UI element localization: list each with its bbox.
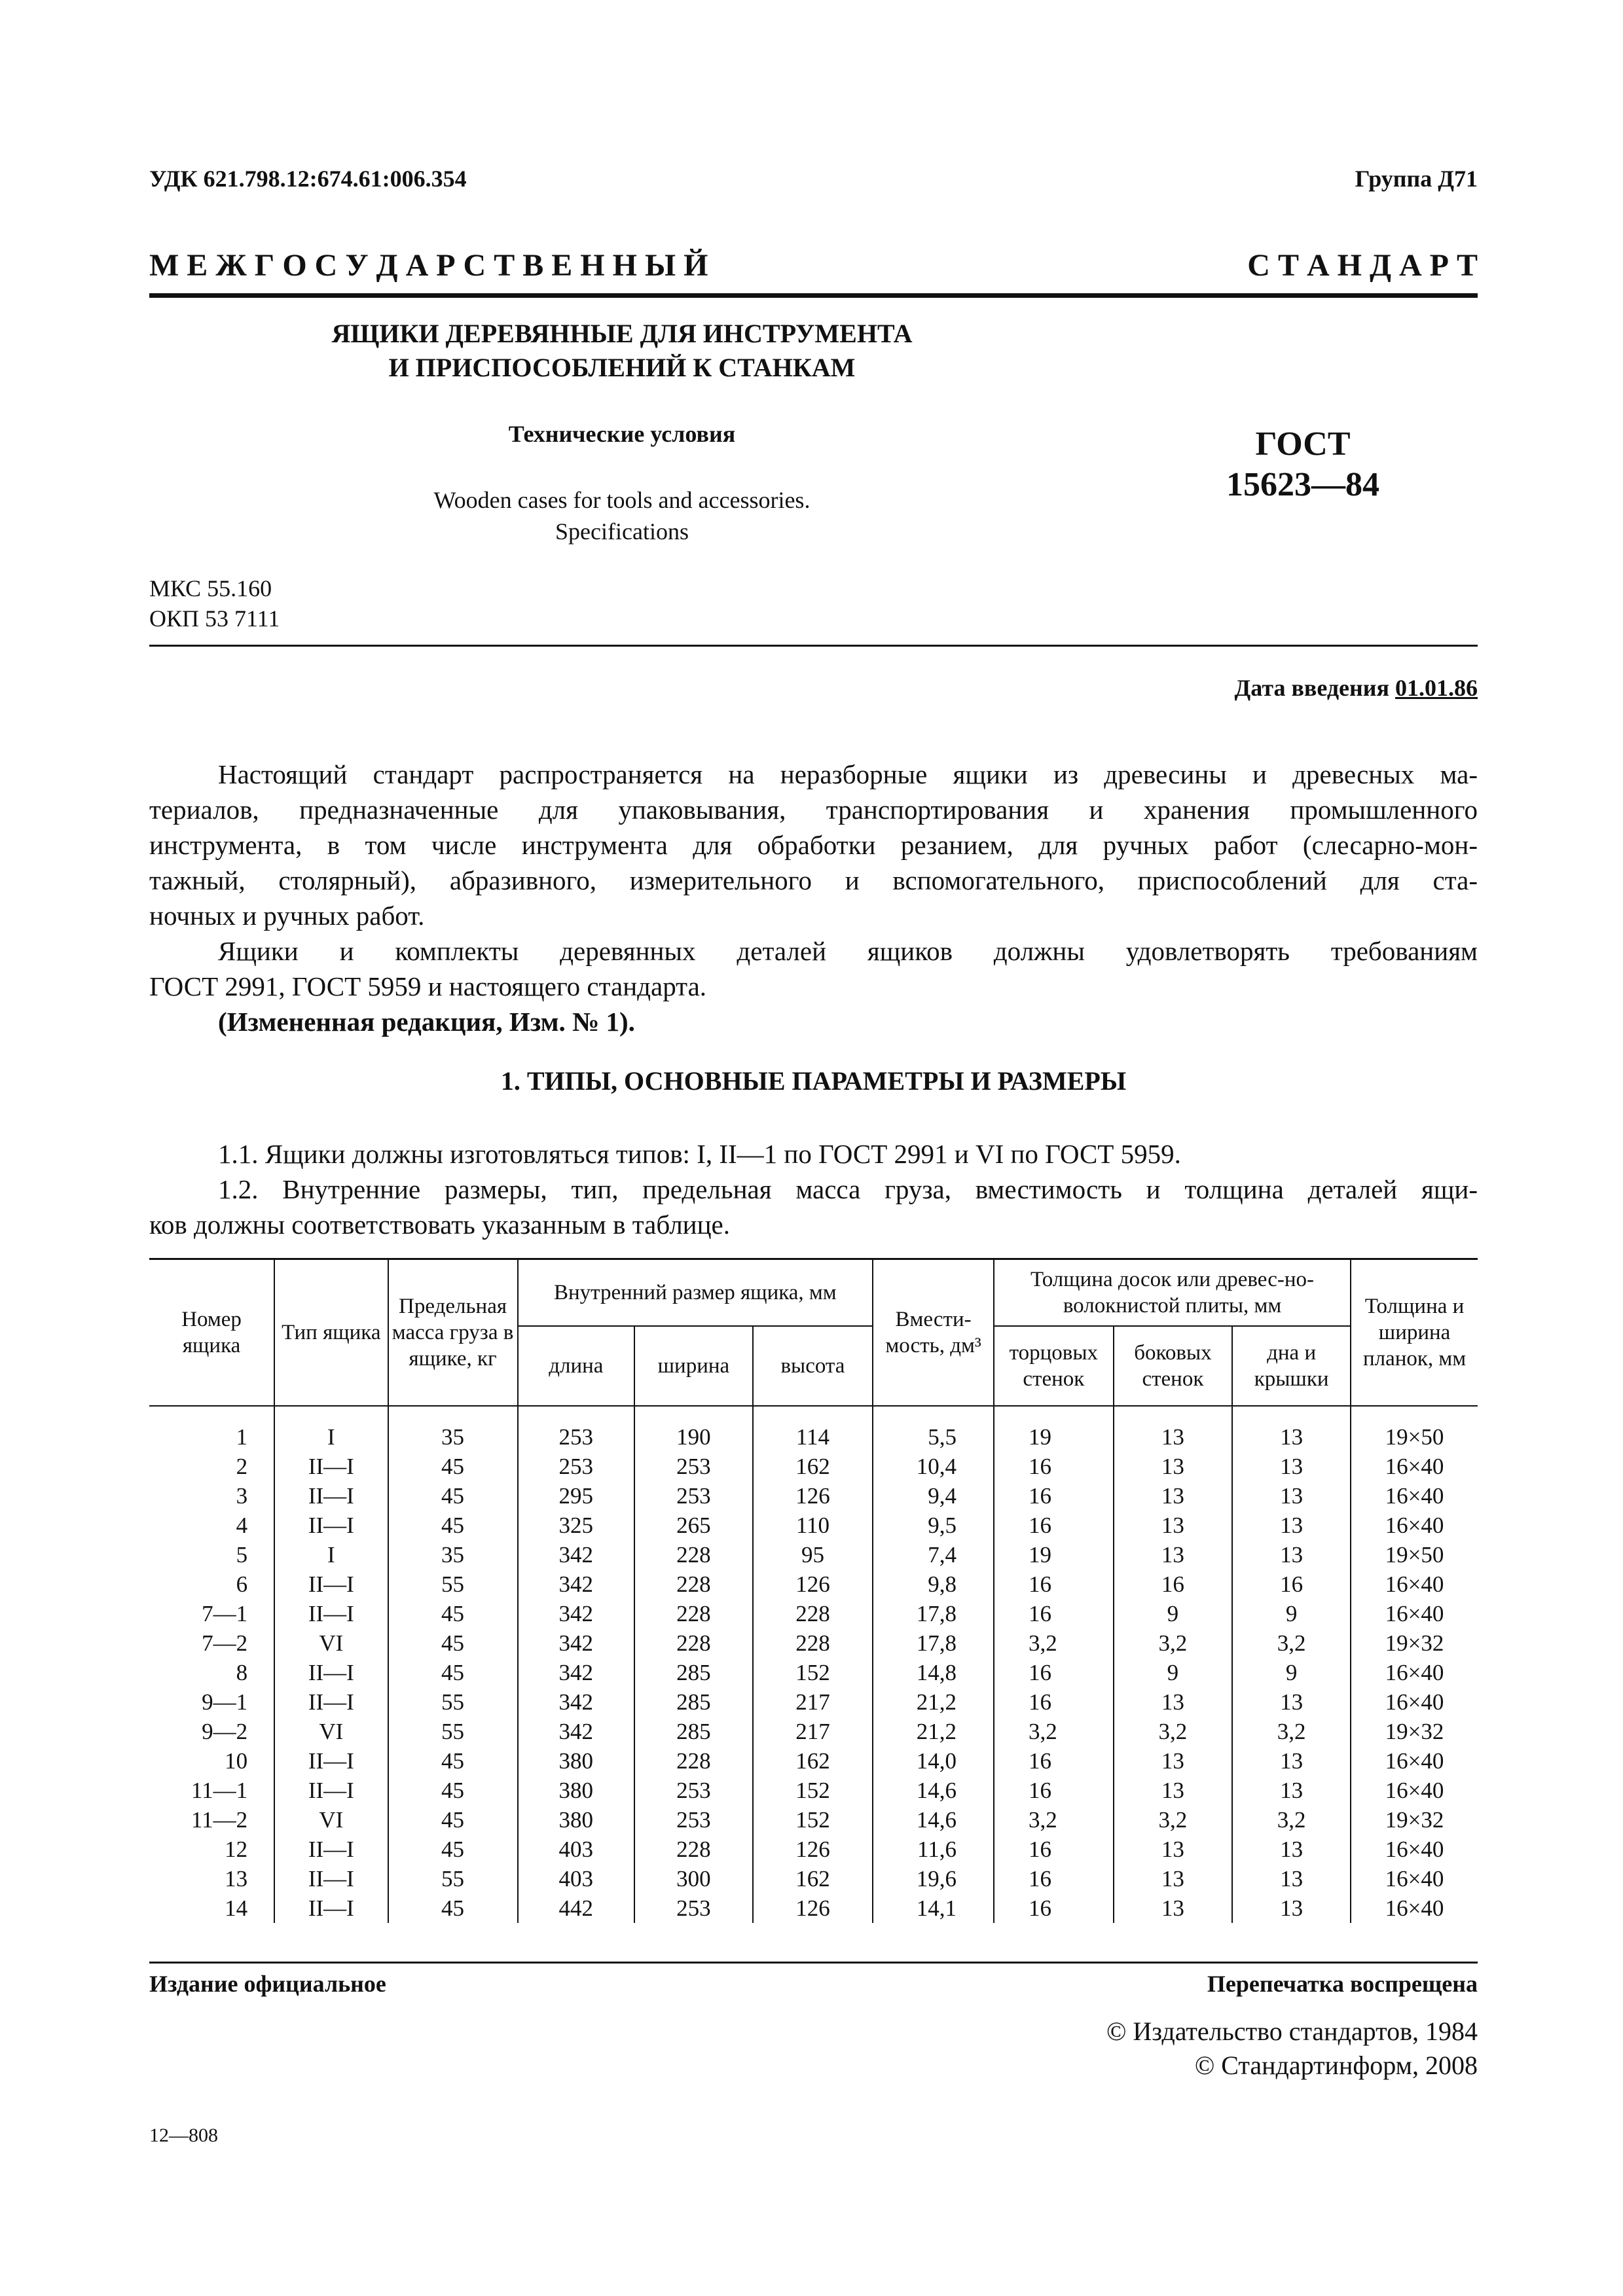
case-number-cell: 12 xyxy=(225,1837,248,1862)
max-mass-cell: 55 xyxy=(388,1864,518,1893)
inner-height-cell: 95 xyxy=(753,1540,873,1570)
gost-designation xyxy=(1152,424,1453,505)
slat-size-cell: 16×40 xyxy=(1351,1893,1478,1923)
header-width: ширина xyxy=(634,1326,753,1406)
bottom-lid-thickness-cell: 13 xyxy=(1232,1511,1351,1540)
inner-width-cell: 253 xyxy=(634,1452,753,1481)
bottom-lid-thickness-cell: 13 xyxy=(1232,1746,1351,1776)
end-wall-thickness-cell: 19 xyxy=(994,1422,1114,1452)
inner-length-cell: 342 xyxy=(518,1628,635,1658)
header-height: высота xyxy=(753,1326,873,1406)
side-wall-thickness-cell: 9 xyxy=(1114,1658,1232,1687)
end-wall-thickness-cell: 16 xyxy=(994,1511,1114,1540)
case-type-cell: VI xyxy=(274,1628,388,1658)
title-line-1: ЯЩИКИ ДЕРЕВЯННЫЕ ДЛЯ ИНСТРУМЕНТА xyxy=(331,319,913,348)
table-row xyxy=(149,1835,1478,1864)
case-number-cell: 9—1 xyxy=(202,1689,248,1715)
side-wall-thickness-cell: 3,2 xyxy=(1114,1717,1232,1746)
case-type-cell: II—I xyxy=(274,1776,388,1805)
inner-height-cell: 162 xyxy=(753,1746,873,1776)
inner-length-cell: 253 xyxy=(518,1452,635,1481)
capacity-cell: 21,2 xyxy=(873,1687,994,1717)
table-row xyxy=(149,1746,1478,1776)
slat-size-cell: 16×40 xyxy=(1351,1687,1478,1717)
max-mass-cell: 45 xyxy=(388,1746,518,1776)
max-mass-cell: 45 xyxy=(388,1776,518,1805)
standard-banner xyxy=(149,247,1478,283)
header-end-walls: торцовых стенок xyxy=(994,1326,1114,1406)
bottom-lid-thickness-cell: 3,2 xyxy=(1232,1717,1351,1746)
capacity-cell: 9,8 xyxy=(873,1570,994,1599)
capacity-cell: 14,8 xyxy=(873,1658,994,1687)
slat-size-cell: 16×40 xyxy=(1351,1864,1478,1893)
copyright-line: © Стандартинформ, 2008 xyxy=(1194,2051,1478,2080)
side-wall-thickness-cell: 3,2 xyxy=(1114,1628,1232,1658)
end-wall-thickness-cell: 16 xyxy=(994,1776,1114,1805)
inner-width-cell: 228 xyxy=(634,1570,753,1599)
okp-code: ОКП 53 7111 xyxy=(149,605,280,632)
case-number-cell: 13 xyxy=(225,1866,248,1892)
case-number-cell: 4 xyxy=(236,1513,248,1538)
slat-size-cell: 16×40 xyxy=(1351,1570,1478,1599)
side-wall-thickness-cell: 13 xyxy=(1114,1864,1232,1893)
max-mass-cell: 55 xyxy=(388,1717,518,1746)
bottom-lid-thickness-cell: 16 xyxy=(1232,1570,1351,1599)
case-type-cell: VI xyxy=(274,1717,388,1746)
end-wall-thickness-cell: 16 xyxy=(994,1893,1114,1923)
inner-width-cell: 253 xyxy=(634,1481,753,1511)
inner-length-cell: 380 xyxy=(518,1805,635,1835)
case-number-cell: 7—2 xyxy=(202,1630,248,1656)
end-wall-thickness-cell: 16 xyxy=(994,1835,1114,1864)
case-type-cell: II—I xyxy=(274,1658,388,1687)
case-type-cell: II—I xyxy=(274,1746,388,1776)
slat-size-cell: 19×50 xyxy=(1351,1540,1478,1570)
inner-height-cell: 110 xyxy=(753,1511,873,1540)
inner-length-cell: 342 xyxy=(518,1570,635,1599)
slat-size-cell: 16×40 xyxy=(1351,1599,1478,1628)
banner-right: С Т А Н Д А Р Т xyxy=(1247,248,1478,283)
table-row xyxy=(149,1540,1478,1570)
table-row xyxy=(149,1452,1478,1481)
bottom-lid-thickness-cell: 13 xyxy=(1232,1893,1351,1923)
banner-left: М Е Ж Г О С У Д А Р С Т В Е Н Н Ы Й xyxy=(149,248,708,283)
gost-label: ГОСТ xyxy=(1255,425,1351,463)
capacity-cell: 17,8 xyxy=(873,1599,994,1628)
case-type-cell: I xyxy=(274,1540,388,1570)
case-number-cell: 3 xyxy=(236,1483,248,1509)
side-wall-thickness-cell: 13 xyxy=(1114,1452,1232,1481)
inner-height-cell: 162 xyxy=(753,1864,873,1893)
inner-length-cell: 342 xyxy=(518,1658,635,1687)
capacity-cell: 14,6 xyxy=(873,1805,994,1835)
slat-size-cell: 16×40 xyxy=(1351,1835,1478,1864)
case-number-cell: 7—1 xyxy=(202,1601,248,1626)
inner-width-cell: 228 xyxy=(634,1746,753,1776)
max-mass-cell: 35 xyxy=(388,1540,518,1570)
inner-length-cell: 253 xyxy=(518,1422,635,1452)
slat-size-cell: 16×40 xyxy=(1351,1511,1478,1540)
case-type-cell: II—I xyxy=(274,1511,388,1540)
capacity-cell: 9,5 xyxy=(873,1511,994,1540)
document-title xyxy=(196,317,1048,385)
inner-width-cell: 285 xyxy=(634,1687,753,1717)
copyright-line: © Издательство стандартов, 1984 xyxy=(1106,2017,1478,2046)
table-row xyxy=(149,1599,1478,1628)
inner-height-cell: 217 xyxy=(753,1687,873,1717)
intro-date-value: 01.01.86 xyxy=(1395,675,1478,701)
case-type-cell: VI xyxy=(274,1805,388,1835)
capacity-cell: 19,6 xyxy=(873,1864,994,1893)
bottom-lid-thickness-cell: 3,2 xyxy=(1232,1805,1351,1835)
max-mass-cell: 45 xyxy=(388,1805,518,1835)
max-mass-cell: 45 xyxy=(388,1452,518,1481)
header-number: Номер ящика xyxy=(149,1259,274,1407)
title-line-2: И ПРИСПОСОБЛЕНИЙ К СТАНКАМ xyxy=(388,353,856,382)
capacity-cell: 11,6 xyxy=(873,1835,994,1864)
max-mass-cell: 55 xyxy=(388,1687,518,1717)
inner-height-cell: 126 xyxy=(753,1835,873,1864)
table-row xyxy=(149,1511,1478,1540)
max-mass-cell: 45 xyxy=(388,1893,518,1923)
bottom-lid-thickness-cell: 9 xyxy=(1232,1658,1351,1687)
side-wall-thickness-cell: 13 xyxy=(1114,1776,1232,1805)
case-number-cell: 11—2 xyxy=(191,1807,248,1833)
end-wall-thickness-cell: 3,2 xyxy=(994,1805,1114,1835)
end-wall-thickness-cell: 3,2 xyxy=(994,1628,1114,1658)
max-mass-cell: 45 xyxy=(388,1511,518,1540)
inner-width-cell: 228 xyxy=(634,1628,753,1658)
inner-length-cell: 342 xyxy=(518,1687,635,1717)
bottom-lid-thickness-cell: 13 xyxy=(1232,1452,1351,1481)
side-wall-thickness-cell: 16 xyxy=(1114,1570,1232,1599)
inner-width-cell: 285 xyxy=(634,1658,753,1687)
table-row xyxy=(149,1628,1478,1658)
case-type-cell: II—I xyxy=(274,1599,388,1628)
document-subtitle: Технические условия xyxy=(508,421,736,447)
bottom-lid-thickness-cell: 13 xyxy=(1232,1835,1351,1864)
amendment-note: (Измененная редакция, Изм. № 1). xyxy=(218,1007,635,1037)
case-type-cell: II—I xyxy=(274,1452,388,1481)
footer-rule xyxy=(149,1962,1478,1964)
inner-height-cell: 162 xyxy=(753,1452,873,1481)
end-wall-thickness-cell: 16 xyxy=(994,1658,1114,1687)
capacity-cell: 9,4 xyxy=(873,1481,994,1511)
bottom-lid-thickness-cell: 13 xyxy=(1232,1776,1351,1805)
end-wall-thickness-cell: 16 xyxy=(994,1864,1114,1893)
table-body xyxy=(149,1406,1478,1923)
table-row xyxy=(149,1893,1478,1923)
capacity-cell: 14,1 xyxy=(873,1893,994,1923)
inner-width-cell: 253 xyxy=(634,1893,753,1923)
inner-length-cell: 403 xyxy=(518,1864,635,1893)
table-row xyxy=(149,1717,1478,1746)
table-row xyxy=(149,1658,1478,1687)
inner-height-cell: 228 xyxy=(753,1599,873,1628)
max-mass-cell: 35 xyxy=(388,1422,518,1452)
case-number-cell: 5 xyxy=(236,1542,248,1568)
case-type-cell: I xyxy=(274,1422,388,1452)
max-mass-cell: 45 xyxy=(388,1628,518,1658)
scope-line: инструмента, в том числе инструмента для обработки резанием, для ручных работ (слесарно-мон- xyxy=(149,830,1478,860)
table-row xyxy=(149,1422,1478,1452)
udk-code: УДК 621.798.12:674.61:006.354 xyxy=(149,166,467,192)
capacity-cell: 14,0 xyxy=(873,1746,994,1776)
header-thickness: Толщина досок или древес-но-волокнистой плиты, мм xyxy=(994,1259,1351,1327)
case-number-cell: 2 xyxy=(236,1454,248,1479)
inner-height-cell: 126 xyxy=(753,1481,873,1511)
table-row xyxy=(149,1776,1478,1805)
copyright-block xyxy=(1106,2015,1478,2083)
table-row xyxy=(149,1864,1478,1893)
inner-width-cell: 253 xyxy=(634,1805,753,1835)
slat-size-cell: 16×40 xyxy=(1351,1452,1478,1481)
english-title xyxy=(196,484,1048,547)
paragraph-clauses xyxy=(149,1136,1478,1242)
max-mass-cell: 45 xyxy=(388,1481,518,1511)
case-type-cell: II—I xyxy=(274,1864,388,1893)
header-type: Тип ящика xyxy=(274,1259,388,1407)
side-wall-thickness-cell: 3,2 xyxy=(1114,1805,1232,1835)
case-type-cell: II—I xyxy=(274,1893,388,1923)
section-title: 1. ТИПЫ, ОСНОВНЫЕ ПАРАМЕТРЫ И РАЗМЕРЫ xyxy=(500,1066,1127,1096)
side-wall-thickness-cell: 13 xyxy=(1114,1422,1232,1452)
intro-date-label: Дата введения xyxy=(1234,675,1389,701)
header-inner-size: Внутренний размер ящика, мм xyxy=(518,1259,873,1327)
side-wall-thickness-cell: 13 xyxy=(1114,1835,1232,1864)
header-slats: Толщина и ширина планок, мм xyxy=(1351,1259,1478,1407)
inner-height-cell: 114 xyxy=(753,1422,873,1452)
bottom-lid-thickness-cell: 13 xyxy=(1232,1422,1351,1452)
capacity-cell: 10,4 xyxy=(873,1452,994,1481)
requirements-line: ГОСТ 2991, ГОСТ 5959 и настоящего стандарта. xyxy=(149,971,707,1001)
gost-number: 15623—84 xyxy=(1226,466,1379,503)
cases-table xyxy=(149,1258,1478,1923)
page-code: 12—808 xyxy=(149,2125,218,2146)
clause-1-2-line: ков должны соответствовать указанным в таблице. xyxy=(149,1210,730,1240)
inner-width-cell: 228 xyxy=(634,1599,753,1628)
inner-width-cell: 190 xyxy=(634,1422,753,1452)
end-wall-thickness-cell: 16 xyxy=(994,1599,1114,1628)
inner-length-cell: 380 xyxy=(518,1746,635,1776)
mks-code: МКС 55.160 xyxy=(149,575,272,601)
max-mass-cell: 45 xyxy=(388,1658,518,1687)
table-row xyxy=(149,1687,1478,1717)
clause-1-1: 1.1. Ящики должны изготовляться типов: I, II—1 по ГОСТ 2991 и VI по ГОСТ 5959. xyxy=(218,1139,1181,1169)
header-rule xyxy=(149,293,1478,298)
table-row xyxy=(149,1805,1478,1835)
english-title-line-1: Wooden cases for tools and accessories. xyxy=(433,487,811,513)
bottom-lid-thickness-cell: 13 xyxy=(1232,1540,1351,1570)
inner-width-cell: 228 xyxy=(634,1835,753,1864)
table-row xyxy=(149,1570,1478,1599)
inner-length-cell: 380 xyxy=(518,1776,635,1805)
max-mass-cell: 45 xyxy=(388,1599,518,1628)
inner-width-cell: 265 xyxy=(634,1511,753,1540)
requirements-line: Ящики и комплекты деревянных деталей ящиков должны удовлетворять требованиям xyxy=(218,936,1478,966)
capacity-cell: 17,8 xyxy=(873,1628,994,1658)
inner-width-cell: 228 xyxy=(634,1540,753,1570)
capacity-cell: 21,2 xyxy=(873,1717,994,1746)
end-wall-thickness-cell: 3,2 xyxy=(994,1717,1114,1746)
slat-size-cell: 19×32 xyxy=(1351,1717,1478,1746)
inner-length-cell: 295 xyxy=(518,1481,635,1511)
side-wall-thickness-cell: 13 xyxy=(1114,1687,1232,1717)
bottom-lid-thickness-cell: 13 xyxy=(1232,1687,1351,1717)
bottom-lid-thickness-cell: 3,2 xyxy=(1232,1628,1351,1658)
scope-line: ночных и ручных работ. xyxy=(149,901,425,931)
inner-height-cell: 152 xyxy=(753,1776,873,1805)
case-number-cell: 9—2 xyxy=(202,1719,248,1744)
inner-length-cell: 342 xyxy=(518,1540,635,1570)
end-wall-thickness-cell: 16 xyxy=(994,1481,1114,1511)
case-type-cell: II—I xyxy=(274,1570,388,1599)
bottom-lid-thickness-cell: 13 xyxy=(1232,1864,1351,1893)
inner-width-cell: 285 xyxy=(634,1717,753,1746)
reprint-notice: Перепечатка воспрещена xyxy=(1207,1971,1478,1997)
table-row xyxy=(149,1481,1478,1511)
capacity-cell: 7,4 xyxy=(873,1540,994,1570)
max-mass-cell: 45 xyxy=(388,1835,518,1864)
english-title-line-2: Specifications xyxy=(555,518,689,545)
end-wall-thickness-cell: 16 xyxy=(994,1452,1114,1481)
inner-height-cell: 126 xyxy=(753,1893,873,1923)
header-capacity: Вмести-мость, дм³ xyxy=(873,1259,994,1407)
header-side-walls: боковых стенок xyxy=(1114,1326,1232,1406)
slat-size-cell: 16×40 xyxy=(1351,1658,1478,1687)
side-wall-thickness-cell: 13 xyxy=(1114,1746,1232,1776)
side-wall-thickness-cell: 13 xyxy=(1114,1893,1232,1923)
codes-rule xyxy=(149,645,1478,647)
case-number-cell: 14 xyxy=(225,1895,248,1921)
end-wall-thickness-cell: 16 xyxy=(994,1687,1114,1717)
capacity-cell: 5,5 xyxy=(873,1422,994,1452)
case-type-cell: II—I xyxy=(274,1481,388,1511)
scope-line: териалов, предназначенные для упаковывания, транспортирования и хранения промышленного xyxy=(149,795,1478,825)
case-number-cell: 10 xyxy=(225,1748,248,1774)
inner-length-cell: 342 xyxy=(518,1599,635,1628)
inner-height-cell: 126 xyxy=(753,1570,873,1599)
case-number-cell: 8 xyxy=(236,1660,248,1685)
inner-length-cell: 442 xyxy=(518,1893,635,1923)
max-mass-cell: 55 xyxy=(388,1570,518,1599)
header-mass: Предельная масса груза в ящике, кг xyxy=(388,1259,518,1407)
case-number-cell: 1 xyxy=(236,1424,248,1450)
classification-codes xyxy=(149,573,280,634)
capacity-cell: 14,6 xyxy=(873,1776,994,1805)
inner-height-cell: 152 xyxy=(753,1658,873,1687)
side-wall-thickness-cell: 9 xyxy=(1114,1599,1232,1628)
slat-size-cell: 19×50 xyxy=(1351,1422,1478,1452)
slat-size-cell: 19×32 xyxy=(1351,1805,1478,1835)
clause-1-2-line: 1.2. Внутренние размеры, тип, предельная масса груза, вместимость и толщина деталей ящи- xyxy=(218,1174,1478,1204)
side-wall-thickness-cell: 13 xyxy=(1114,1540,1232,1570)
inner-height-cell: 217 xyxy=(753,1717,873,1746)
inner-width-cell: 253 xyxy=(634,1776,753,1805)
scope-line: Настоящий стандарт распространяется на неразборные ящики из древесины и древесных ма- xyxy=(218,759,1478,789)
inner-height-cell: 228 xyxy=(753,1628,873,1658)
header-length: длина xyxy=(518,1326,635,1406)
paragraph-scope xyxy=(149,757,1478,1039)
case-number-cell: 6 xyxy=(236,1571,248,1597)
end-wall-thickness-cell: 16 xyxy=(994,1746,1114,1776)
side-wall-thickness-cell: 13 xyxy=(1114,1481,1232,1511)
slat-size-cell: 16×40 xyxy=(1351,1776,1478,1805)
inner-width-cell: 300 xyxy=(634,1864,753,1893)
slat-size-cell: 19×32 xyxy=(1351,1628,1478,1658)
slat-size-cell: 16×40 xyxy=(1351,1481,1478,1511)
bottom-lid-thickness-cell: 13 xyxy=(1232,1481,1351,1511)
end-wall-thickness-cell: 19 xyxy=(994,1540,1114,1570)
end-wall-thickness-cell: 16 xyxy=(994,1570,1114,1599)
inner-height-cell: 152 xyxy=(753,1805,873,1835)
intro-date xyxy=(1235,674,1478,702)
case-number-cell: 11—1 xyxy=(191,1778,248,1803)
case-type-cell: II—I xyxy=(274,1687,388,1717)
inner-length-cell: 403 xyxy=(518,1835,635,1864)
bottom-lid-thickness-cell: 9 xyxy=(1232,1599,1351,1628)
side-wall-thickness-cell: 13 xyxy=(1114,1511,1232,1540)
slat-size-cell: 16×40 xyxy=(1351,1746,1478,1776)
header-bottom-lid: дна и крышки xyxy=(1232,1326,1351,1406)
case-type-cell: II—I xyxy=(274,1835,388,1864)
group-code: Группа Д71 xyxy=(1355,166,1478,192)
scope-line: тажный, столярный), абразивного, измерительного и вспомогательного, приспособлений для ста- xyxy=(149,865,1478,895)
inner-length-cell: 325 xyxy=(518,1511,635,1540)
inner-length-cell: 342 xyxy=(518,1717,635,1746)
official-edition: Издание официальное xyxy=(149,1971,386,1997)
